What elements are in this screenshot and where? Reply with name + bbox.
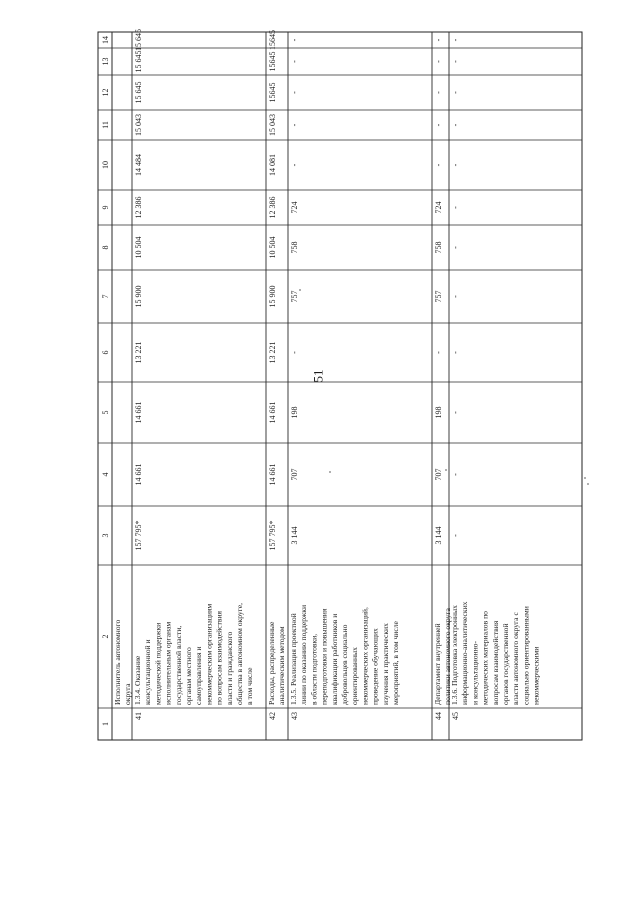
header-number-5: 5: [101, 410, 110, 415]
cell-value: 724: [434, 201, 443, 214]
cell-value: -: [451, 351, 460, 354]
cell-value: 15 645: [134, 29, 143, 51]
cell-value: 15645: [268, 51, 277, 72]
cell-value: 3 144: [290, 526, 299, 545]
cell-value: 15 900: [268, 285, 277, 308]
header-number-1: 1: [101, 722, 110, 726]
row-label-line: Исполнитель автономного: [113, 619, 122, 705]
cell-value: 15 645: [134, 50, 143, 73]
cell-value: -: [290, 163, 299, 167]
row-label-line: власти и гражданского: [224, 631, 234, 705]
header-number-6: 6: [101, 350, 110, 355]
cell-value: -: [434, 91, 443, 94]
cell-value: -: [290, 38, 299, 42]
header-number-2: 2: [101, 634, 110, 639]
cell-value: 758: [434, 241, 443, 254]
row-label-line: Департамент внутренней: [433, 623, 442, 705]
cell-value: 14 484: [134, 154, 143, 176]
row-label-line: по вопросам взаимодействия: [214, 610, 224, 705]
cell-value: 14 661: [268, 463, 277, 486]
cell-value: 3 144: [434, 526, 443, 545]
row-number: 45: [451, 712, 460, 720]
cell-value: 12 386: [134, 196, 143, 219]
row-number: 41: [134, 712, 143, 720]
cell-value: 757: [290, 290, 299, 303]
cell-value: 758: [290, 241, 299, 254]
scan-speck: [445, 469, 447, 471]
row-label-line: вопросам взаимодействия: [490, 620, 500, 705]
cell-value: 15 043: [268, 114, 277, 136]
header-number-12: 12: [101, 88, 110, 97]
cell-value: -: [434, 38, 443, 42]
row-label-line: квалификации работников и: [329, 613, 339, 705]
cell-value: 15645: [268, 30, 277, 50]
cell-value: -: [434, 163, 443, 167]
header-number-4: 4: [101, 472, 110, 477]
row-label-line: 1.3.5. Реализация проектной: [289, 613, 298, 705]
row-label-line: Расходы, распределенные: [267, 621, 276, 705]
cell-value: -: [290, 91, 299, 94]
row-label-line: консультационной и: [143, 639, 153, 705]
row-label-line: изучения и практических: [380, 623, 390, 705]
cell-value: -: [451, 411, 460, 414]
row-label-line: государственной власти,: [173, 625, 183, 705]
cell-value: -: [434, 351, 443, 354]
cell-value: 15 900: [134, 285, 143, 308]
row-label-line: в том числе: [245, 667, 255, 705]
row-label-line: ориентированных: [350, 647, 360, 705]
row-label-line: некоммерческими: [531, 646, 541, 705]
cell-value: -: [434, 60, 443, 63]
row-label-line: в области подготовки,: [309, 633, 319, 705]
row-label-line: методической поддержки: [153, 622, 163, 705]
scan-speck: [299, 289, 301, 291]
row-number: 43: [290, 712, 299, 720]
row-label-line: политики автономного округа: [443, 608, 453, 705]
cell-value: 15 645: [134, 81, 143, 104]
row-label-line: органов государственной: [501, 623, 510, 705]
cell-value: -: [451, 534, 460, 537]
row-label-line: некоммерческих организаций,: [360, 607, 370, 705]
scan-speck: [329, 471, 331, 473]
cell-value: 14 661: [268, 401, 277, 424]
row-label-line: исполнительным органам: [163, 621, 173, 705]
row-number: 42: [268, 712, 277, 720]
row-label-line: информационно-аналитических: [460, 601, 470, 705]
row-label-line: некоммерческим организациям: [204, 603, 214, 705]
cell-value: 14 081: [268, 154, 277, 176]
row-label-line: органам местного: [184, 647, 193, 705]
table-root: [98, 29, 589, 740]
cell-value: 10 504: [134, 236, 143, 259]
cell-value: 10 504: [268, 236, 277, 259]
row-number: 44: [434, 712, 443, 720]
cell-value: 198: [290, 406, 299, 419]
header-number-14: 14: [101, 36, 110, 44]
row-label-line: самоуправления и: [194, 646, 204, 705]
row-label-line: власти автономного округа с: [511, 612, 521, 705]
header-number-9: 9: [101, 205, 110, 210]
cell-value: 157 795*: [268, 520, 277, 551]
row-label-line: 1.3.4. Оказание: [133, 655, 142, 705]
cell-value: -: [451, 123, 460, 127]
row-label-line: линии по оказанию поддержки: [299, 604, 309, 705]
cell-value: 157 795*: [134, 520, 143, 551]
cell-value: -: [434, 123, 443, 127]
cell-value: 707: [434, 468, 443, 481]
cell-value: 12 386: [268, 196, 277, 219]
cell-value: -: [290, 60, 299, 63]
cell-value: 757: [434, 290, 443, 303]
cell-value: 198: [434, 406, 443, 419]
cell-value: -: [451, 38, 460, 42]
cell-value: -: [290, 123, 299, 127]
scan-speck: [587, 483, 589, 485]
cell-value: -: [451, 60, 460, 63]
row-label-line: социально ориентированными: [521, 606, 531, 705]
cell-value: -: [451, 295, 460, 298]
cell-value: -: [290, 351, 299, 354]
header-number-7: 7: [101, 294, 110, 299]
row-label-line: округа: [123, 683, 133, 705]
cell-value: 13 221: [134, 341, 143, 364]
row-label-line: мероприятий, в том числе: [391, 621, 400, 705]
cell-value: 15 043: [134, 114, 143, 136]
row-label-line: добровольцев социально: [340, 624, 349, 705]
header-number-13: 13: [101, 57, 110, 66]
scan-speck: [584, 477, 586, 479]
cell-value: 707: [290, 468, 299, 481]
cell-value: 724: [290, 201, 299, 214]
row-label-line: общества в автономном округе,: [235, 603, 244, 705]
cell-value: 15645: [268, 82, 277, 103]
cell-value: -: [451, 473, 460, 476]
cell-value: 14 661: [134, 401, 143, 424]
cell-value: -: [451, 246, 460, 249]
row-label-line: переподготовки и повышения: [319, 608, 329, 705]
page-number: 51: [310, 369, 326, 383]
header-number-3: 3: [101, 533, 110, 538]
cell-value: -: [451, 163, 460, 167]
row-label-line: аналитическим методом: [277, 626, 287, 705]
cell-value: 14 661: [134, 463, 143, 486]
row-label-line: и консультационно-: [470, 641, 480, 705]
row-label-line: методических материалов по: [480, 611, 490, 705]
cell-value: -: [451, 91, 460, 94]
cell-value: 13 221: [268, 341, 277, 364]
header-number-11: 11: [101, 121, 110, 129]
header-number-8: 8: [101, 245, 110, 250]
header-number-10: 10: [101, 161, 110, 169]
cell-value: -: [451, 206, 460, 209]
row-label-line: проведение обучающих: [370, 628, 380, 705]
row-label-line: 1.3.6. Подготовка электронных: [450, 605, 459, 705]
